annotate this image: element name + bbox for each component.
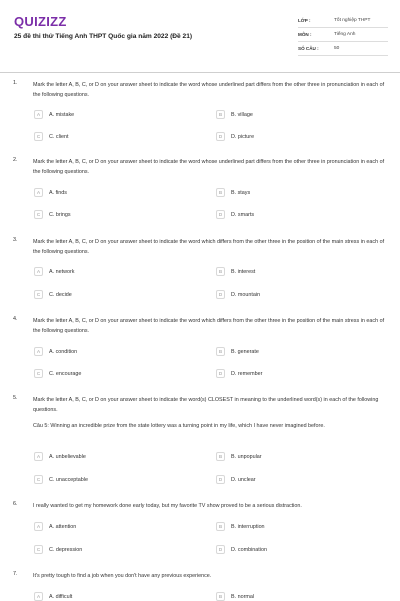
option-b[interactable] (216, 522, 265, 531)
option-letter: C (34, 132, 43, 141)
option-letter: A (34, 522, 43, 531)
option-d[interactable] (216, 290, 260, 299)
question-number: 6. (13, 501, 18, 507)
quizizz-logo: QUIZIZZ (14, 14, 67, 29)
option-text: C. brings (49, 211, 71, 218)
option-letter: D (216, 210, 225, 219)
option-letter: A (34, 592, 43, 601)
option-c[interactable] (34, 545, 82, 554)
question-text: Mark the letter A, B, C, or D on your answer sheet to indicate the word which differs from the other three in the position of the main stress in each of the following questions. (33, 318, 385, 334)
question-text: It's pretty tough to find a job when you don't have any previous experience. (33, 573, 212, 579)
option-text: B. normal (231, 593, 255, 600)
option-text: A. network (49, 268, 75, 275)
document-title: 25 đề thi thử Tiếng Anh THPT Quốc gia năm 2022 (Đề 21) (14, 33, 193, 40)
option-a[interactable] (34, 188, 67, 197)
option-text: A. condition (49, 348, 78, 355)
meta-label: MÔN : (298, 32, 312, 37)
meta-row-subject (298, 28, 388, 42)
option-text: B. interruption (231, 523, 265, 530)
option-c[interactable] (34, 369, 81, 378)
option-letter: B (216, 267, 225, 276)
option-d[interactable] (216, 545, 267, 554)
option-c[interactable] (34, 210, 71, 219)
question-text: I really wanted to get my homework done early today, but my favorite TV show proved to be a serious distraction. (33, 503, 302, 509)
question-text: Mark the letter A, B, C, or D on your answer sheet to indicate the word whose underlined part differs from the other three in pronunciation in each of the following questions. (33, 159, 385, 175)
option-a[interactable] (34, 347, 77, 356)
option-letter: C (34, 369, 43, 378)
option-letter: D (216, 545, 225, 554)
option-text: B. interest (231, 268, 256, 275)
option-text: D. mountain (231, 291, 261, 298)
question-number: 5. (13, 395, 18, 401)
option-c[interactable] (34, 132, 68, 141)
option-letter: B (216, 522, 225, 531)
option-d[interactable] (216, 475, 256, 484)
option-letter: D (216, 475, 225, 484)
option-letter: A (34, 452, 43, 461)
question-number: 3. (13, 237, 18, 243)
option-text: B. unpopular (231, 453, 262, 460)
option-c[interactable] (34, 290, 72, 299)
option-d[interactable] (216, 210, 254, 219)
option-text: D. unclear (231, 476, 256, 483)
meta-info (298, 14, 388, 56)
option-text: B. stays (231, 189, 251, 196)
question-text: Mark the letter A, B, C, or D on your answer sheet to indicate the word whose underlined part differs from the other three in pronunciation in each of the following questions. (33, 82, 385, 98)
option-text: A. mistake (49, 111, 75, 118)
option-b[interactable] (216, 110, 253, 119)
question-text: Mark the letter A, B, C, or D on your answer sheet to indicate the word which differs from the other three in the position of the main stress in each of the following questions. (33, 239, 385, 255)
option-text: A. attention (49, 523, 77, 530)
option-a[interactable] (34, 522, 76, 531)
option-letter: B (216, 452, 225, 461)
option-letter: B (216, 188, 225, 197)
option-text: D. smarts (231, 211, 255, 218)
option-letter: B (216, 592, 225, 601)
option-letter: A (34, 347, 43, 356)
question-number: 4. (13, 316, 18, 322)
option-text: A. difficult (49, 593, 73, 600)
option-text: D. combination (231, 546, 267, 553)
meta-label: SỐ CÂU : (298, 46, 319, 51)
option-a[interactable] (34, 452, 86, 461)
option-b[interactable] (216, 267, 255, 276)
option-letter: C (34, 210, 43, 219)
option-text: C. depression (49, 546, 83, 553)
option-letter: D (216, 132, 225, 141)
option-letter: A (34, 110, 43, 119)
option-text: C. encourage (49, 370, 82, 377)
option-text: C. client (49, 133, 69, 140)
meta-value: Tiếng Anh (334, 32, 356, 37)
question-subtext: Câu 5: Winning an incredible prize from the state lottery was a turning point in my life, which I have never imagined before. (33, 423, 325, 429)
option-c[interactable] (34, 475, 88, 484)
option-letter: D (216, 290, 225, 299)
option-letter: A (34, 188, 43, 197)
option-letter: C (34, 290, 43, 299)
meta-value: 50 (334, 46, 340, 51)
page-header (0, 0, 400, 76)
option-text: A. finds (49, 189, 67, 196)
option-letter: C (34, 475, 43, 484)
meta-label: LỚP : (298, 18, 311, 23)
option-text: D. remember (231, 370, 263, 377)
question-number: 7. (13, 571, 18, 577)
option-b[interactable] (216, 452, 262, 461)
option-b[interactable] (216, 347, 259, 356)
question-text: Mark the letter A, B, C, or D on your answer sheet to indicate the word(s) CLOSEST in meaning to the underlined word(s) in each of the following questions. (33, 397, 379, 413)
option-text: C. unacceptable (49, 476, 88, 483)
meta-value: Tốt nghiệp THPT (334, 18, 371, 23)
option-text: A. unbelievable (49, 453, 86, 460)
option-letter: B (216, 110, 225, 119)
option-letter: A (34, 267, 43, 276)
option-a[interactable] (34, 267, 74, 276)
option-text: D. picture (231, 133, 255, 140)
meta-row-class (298, 14, 388, 28)
option-letter: D (216, 369, 225, 378)
option-a[interactable] (34, 110, 74, 119)
meta-row-count (298, 42, 388, 56)
option-b[interactable] (216, 188, 250, 197)
question-number: 1. (13, 80, 18, 86)
option-letter: C (34, 545, 43, 554)
question-number: 2. (13, 157, 18, 163)
option-letter: B (216, 347, 225, 356)
option-text: C. decide (49, 291, 72, 298)
option-d[interactable] (216, 132, 254, 141)
option-text: B. village (231, 111, 253, 118)
option-d[interactable] (216, 369, 262, 378)
header-divider (0, 72, 400, 73)
option-text: B. generate (231, 348, 259, 355)
